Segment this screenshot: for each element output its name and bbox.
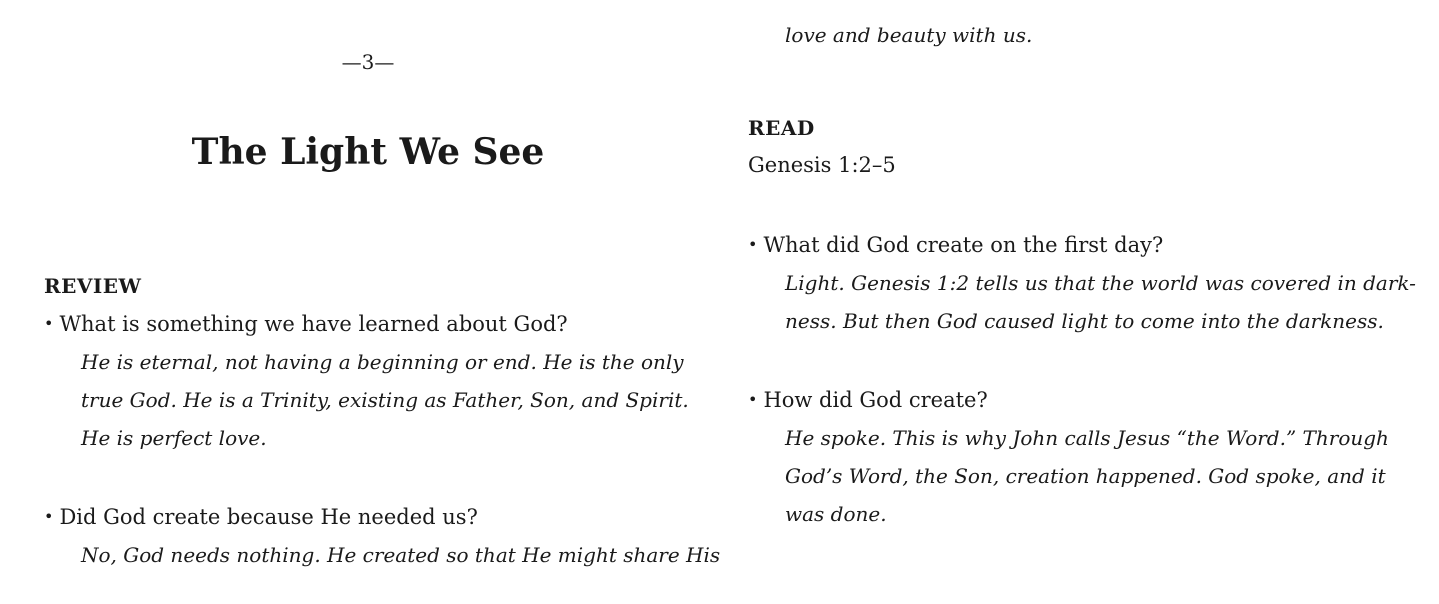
answer-line: was done. bbox=[785, 502, 887, 526]
read-answer-2 bbox=[785, 419, 1389, 533]
question-text: What did God create on the first day? bbox=[763, 233, 1164, 257]
bullet: • bbox=[748, 235, 758, 254]
chapter-title: The Light We See bbox=[191, 131, 545, 173]
question-text: How did God create? bbox=[763, 388, 988, 412]
review-answer-2 bbox=[81, 536, 720, 574]
answer-line: He is perfect love. bbox=[81, 426, 267, 450]
continued-answer bbox=[785, 16, 1032, 54]
left-page bbox=[44, 0, 721, 604]
answer-line: ness. But then God caused light to come into the darkness. bbox=[785, 309, 1384, 333]
read-heading: READ bbox=[748, 116, 815, 140]
read-question-2 bbox=[748, 388, 988, 412]
review-question-2 bbox=[44, 505, 478, 529]
review-answer-1 bbox=[81, 343, 689, 457]
answer-line: Light. Genesis 1:2 tells us that the world was covered in dark- bbox=[785, 271, 1416, 295]
bullet: • bbox=[44, 314, 54, 333]
answer-line: He is eternal, not having a beginning or end. He is the only bbox=[81, 350, 684, 374]
question-text: What is something we have learned about God? bbox=[59, 312, 568, 336]
read-question-1 bbox=[748, 233, 1163, 257]
answer-line: love and beauty with us. bbox=[785, 23, 1033, 47]
answer-line: God’s Word, the Son, creation happened. God spoke, and it bbox=[785, 464, 1386, 488]
question-text: Did God create because He needed us? bbox=[59, 505, 478, 529]
read-reference: Genesis 1:2–5 bbox=[748, 153, 896, 177]
bullet: • bbox=[44, 507, 54, 526]
answer-line: He spoke. This is why John calls Jesus “the Word.” Through bbox=[785, 426, 1389, 450]
right-page bbox=[748, 0, 1416, 604]
chapter-number: —3— bbox=[341, 50, 395, 74]
read-answer-1 bbox=[785, 264, 1416, 340]
bullet: • bbox=[748, 390, 758, 409]
review-question-1 bbox=[44, 312, 568, 336]
review-heading: REVIEW bbox=[44, 274, 142, 298]
answer-line: true God. He is a Trinity, existing as Father, Son, and Spirit. bbox=[81, 388, 689, 412]
answer-line: No, God needs nothing. He created so that He might share His bbox=[81, 543, 721, 567]
